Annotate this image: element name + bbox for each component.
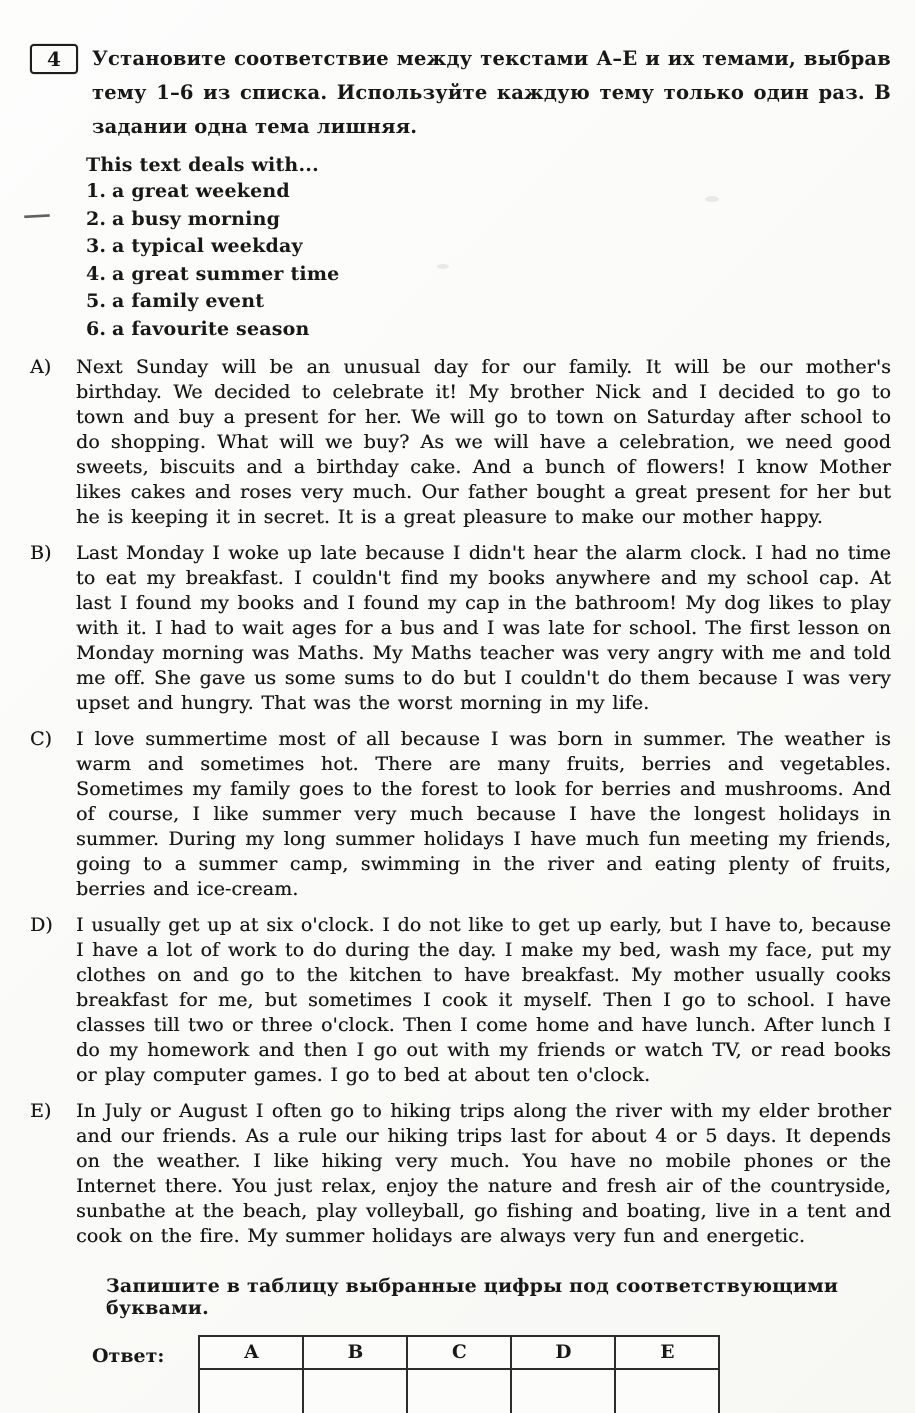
- theme-number: 4.: [86, 262, 107, 285]
- answer-cell-d[interactable]: [511, 1369, 615, 1413]
- theme-item-1: [86, 178, 915, 206]
- theme-item-6: [86, 316, 915, 344]
- answer-table-value-row: [199, 1369, 719, 1413]
- pencil-mark: —: [21, 200, 53, 229]
- passage-c: [30, 727, 891, 902]
- passage-text: I love summertime most of all because I was born in summer. The weather is warm and sometimes hot. There are many fruits, berries and vegetables. Sometimes my family goes to the forest to look for berries and mushrooms. And of course, I like summer very much because I have the longest holidays in summer. During my long summer holidays I have much fun meeting my friends, going to a summer camp, swimming in the river and eating plenty of fruits, berries and ice-cream.: [76, 728, 891, 900]
- theme-label: a busy morning: [112, 207, 281, 230]
- theme-label: a great weekend: [112, 180, 290, 202]
- passage-text: In July or August I often go to hiking trips along the river with my elder brother and our friends. As a rule our hiking trips last for about 4 or 5 days. It depends on the weather. I like hiking very much. You have no mobile phones or the Internet there. You just relax, enjoy the nature and fresh air of the countryside, sunbathe at the beach, play volleyball, go fishing and boating, live in a tent and cook on the fire. My summer holidays are always very fun and energetic.: [76, 1100, 891, 1247]
- answer-cell-e[interactable]: [615, 1369, 719, 1413]
- theme-item-5: [86, 288, 915, 316]
- theme-label: a family event: [112, 290, 265, 312]
- theme-number: 6.: [86, 317, 107, 340]
- task-header: [30, 42, 891, 144]
- passage-letter: A): [30, 356, 52, 378]
- scan-smudge: [437, 264, 449, 269]
- answer-col-a-header: A: [199, 1336, 303, 1369]
- theme-item-3: [86, 233, 915, 261]
- theme-number: 2.: [86, 207, 107, 230]
- theme-label: a typical weekday: [112, 235, 303, 257]
- passage-letter: B): [30, 542, 52, 564]
- passage-letter: D): [30, 914, 53, 936]
- answer-table: [198, 1335, 720, 1413]
- passages: [0, 355, 915, 1249]
- themes-list: [21, 178, 915, 343]
- passage-text: Last Monday I woke up late because I didn't hear the alarm clock. I had no time to eat my breakfast. I couldn't find my books anywhere and my school cap. At last I found my books and I found my cap in the bathroom! My dog likes to play with it. I had to wait ages for a bus and I was late for school. The first lesson on Monday morning was Maths. My Maths teacher was very angry with me and told me off. She gave us some sums to do but I couldn't do them because I was very upset and hungry. That was the worst morning in my life.: [76, 542, 891, 714]
- passage-text: Next Sunday will be an unusual day for our family. It will be our mother's birthday. We decided to celebrate it! My brother Nick and I decided to go to town and buy a present for her. We will go to town on Saturday after school to do shopping. What will we buy? As we will have a celebration, we need good sweets, biscuits and a birthday cake. And a bunch of flowers! I know Mother likes cakes and roses very much. Our father bought a great present for her but he is keeping it in secret. It is a great pleasure to make our mother happy.: [76, 356, 891, 528]
- answer-label: Ответ:: [92, 1345, 165, 1367]
- theme-number: 5.: [86, 290, 107, 312]
- theme-label: a great summer time: [112, 262, 340, 285]
- theme-number: 1.: [86, 180, 107, 202]
- passage-d: [30, 913, 891, 1088]
- answer-cell-b[interactable]: [303, 1369, 407, 1413]
- task-number-badge: 4: [30, 44, 78, 74]
- theme-label: a favourite season: [112, 317, 310, 340]
- answer-col-b-header: B: [303, 1336, 407, 1369]
- themes-intro: This text deals with...: [86, 154, 319, 176]
- answer-section: [92, 1335, 915, 1413]
- passage-text: I usually get up at six o'clock. I do not like to get up early, but I have to, because I have a lot of work to do during the day. I make my bed, wash my face, put my clothes on and go to the kitchen to have breakfast. My mother usually cooks breakfast for me, but sometimes I cook it myself. Then I go to school. I have classes till two or three o'clock. Then I come home and have lunch. After lunch I do my homework and then I go out with my friends or watch TV, or read books or play computer games. I go to bed at about ten o'clock.: [76, 914, 891, 1086]
- passage-b: [30, 541, 891, 716]
- answer-col-c-header: C: [407, 1336, 511, 1369]
- passage-letter: E): [30, 1100, 52, 1122]
- theme-item-4: [86, 261, 915, 289]
- answer-cell-a[interactable]: [199, 1369, 303, 1413]
- task-instruction-text: Установите соответствие между текстами А–Е и их темами, выбрав тему 1–6 из списка. Используйте каждую тему только один раз. В задании одна тема лишняя.: [92, 47, 891, 138]
- answer-col-d-header: D: [511, 1336, 615, 1369]
- passage-e: [30, 1099, 891, 1249]
- theme-item-2: [21, 200, 915, 234]
- answer-instruction: Запишите в таблицу выбранные цифры под соответствующими буквами.: [106, 1275, 839, 1319]
- theme-number: 3.: [86, 235, 107, 257]
- scan-smudge: [705, 196, 719, 202]
- answer-table-header-row: [199, 1336, 719, 1369]
- passage-a: [30, 355, 891, 530]
- passage-letter: C): [30, 728, 52, 750]
- answer-cell-c[interactable]: [407, 1369, 511, 1413]
- answer-col-e-header: E: [615, 1336, 719, 1369]
